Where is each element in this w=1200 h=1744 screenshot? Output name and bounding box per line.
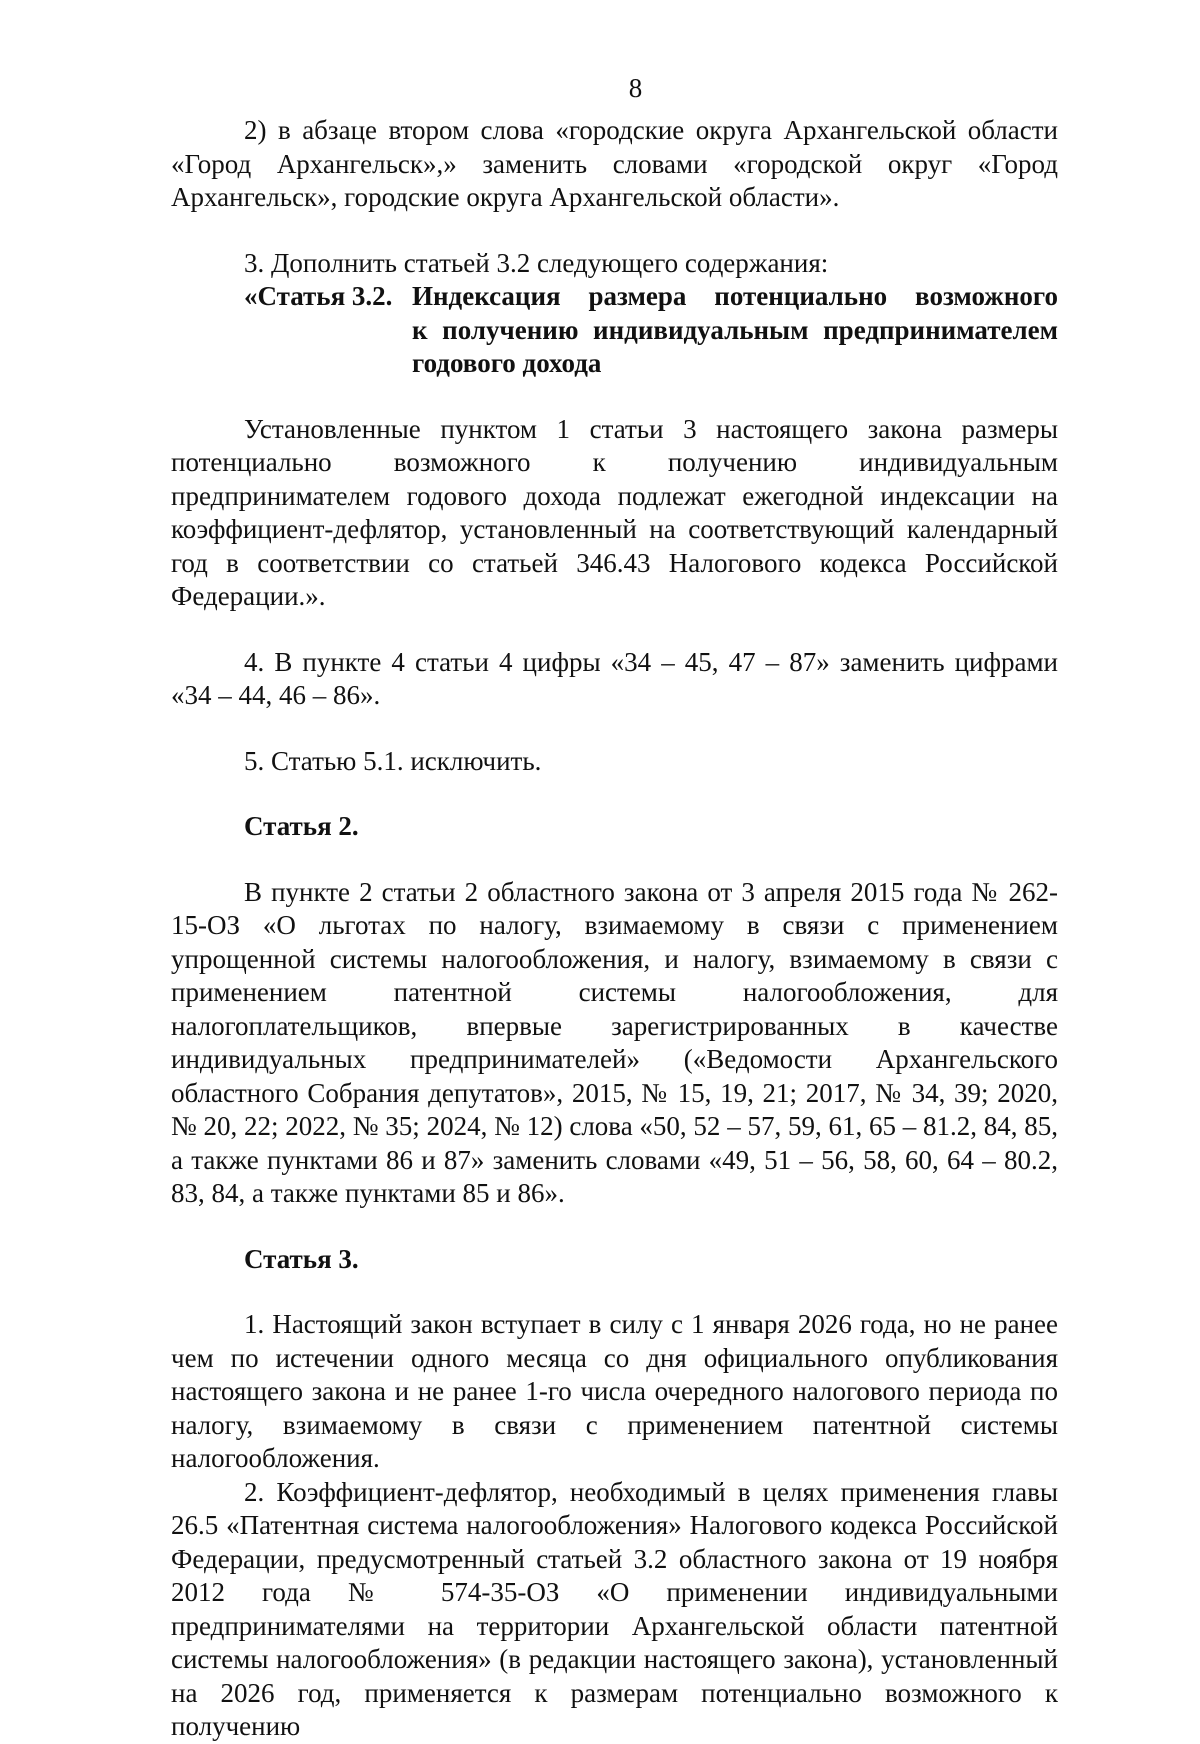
- article-3-2-title: [412, 280, 1058, 381]
- article-3-2-title-line: к получению индивидуальным предпринимателем: [412, 314, 1058, 345]
- heading-article-2: Статья 2.: [244, 811, 359, 841]
- article-3-2-title-line: годового дохода: [412, 348, 602, 378]
- paragraph-amendment-5: 5. Статью 5.1. исключить.: [244, 745, 542, 776]
- paragraph-article-3-2-text: Установленные пунктом 1 статьи 3 настоящего закона размеры потенциально возможного к получению индивидуальным предпринимателем годового дохода подлежат ежегодной индексации на коэффициент-дефлятор, установленный на соответствующий календарный год в соответствии со статьей 346.43 Налогового кодекса Российской Федерации.».: [171, 413, 1058, 611]
- paragraph-article-3-item-2: 2. Коэффициент-дефлятор, необходимый в целях применения главы 26.5 «Патентная система налогообложения» Налогового кодекса Российской Федерации, предусмотренный статьей 3.2 областного закона от 19 ноября 2012 года № 574-35-ОЗ «О применении индивидуальными предпринимателями на территории Архангельской области патентной системы налогообложения» (в редакции настоящего закона), установленный на 2026 год, применяется к размерам потенциально возможного к получению: [171, 1476, 1058, 1741]
- paragraph-article-2: В пункте 2 статьи 2 областного закона от 3 апреля 2015 года № 262-15-ОЗ «О льготах по налогу, взимаемому в связи с применением упрощенной системы налогообложения, и налогу, взимаемому в связи с применением патентной системы налогообложения, для налогоплательщиков, впервые зарегистрированных в качестве индивидуальных предпринимателей» («Ведомости Архангельского областного Собрания депутатов», 2015, № 15, 19, 21; 2017, № 34, 39; 2020, № 20, 22; 2022, № 35; 2024, № 12) слова «50, 52 – 57, 59, 61, 65 – 81.2, 84, 85, а также пунктами 86 и 87» заменить словами «49, 51 – 56, 58, 60, 64 – 80.2, 83, 84, а также пунктами 85 и 86».: [171, 876, 1058, 1208]
- paragraph-article-3-item-1: 1. Настоящий закон вступает в силу с 1 января 2026 года, но не ранее чем по истечении одного месяца со дня официального опубликования настоящего закона и не ранее 1-го числа очередного налогового периода по налогу, взимаемому в связи с применением патентной системы налогообложения.: [171, 1309, 1058, 1473]
- paragraph-amendment-2: 2) в абзаце втором слова «городские округа Архангельской области «Город Архангельск»,» заменить словами «городской округ «Город Архангельск», городские округа Архангельской области».: [171, 115, 1058, 212]
- paragraph-amendment-4: 4. В пункте 4 статьи 4 цифры «34 – 45, 47 – 87» заменить цифрами «34 – 44, 46 – 86».: [171, 646, 1058, 710]
- paragraph-amendment-3: 3. Дополнить статьей 3.2 следующего содержания:: [244, 247, 829, 278]
- page-number: 8: [628, 73, 643, 103]
- article-3-2-label: «Статья 3.2.: [244, 281, 393, 311]
- article-3-2-title-line: Индексация размера потенциально возможного: [412, 281, 1058, 311]
- heading-article-3: Статья 3.: [244, 1243, 359, 1274]
- article-3-2-heading: [171, 280, 1058, 381]
